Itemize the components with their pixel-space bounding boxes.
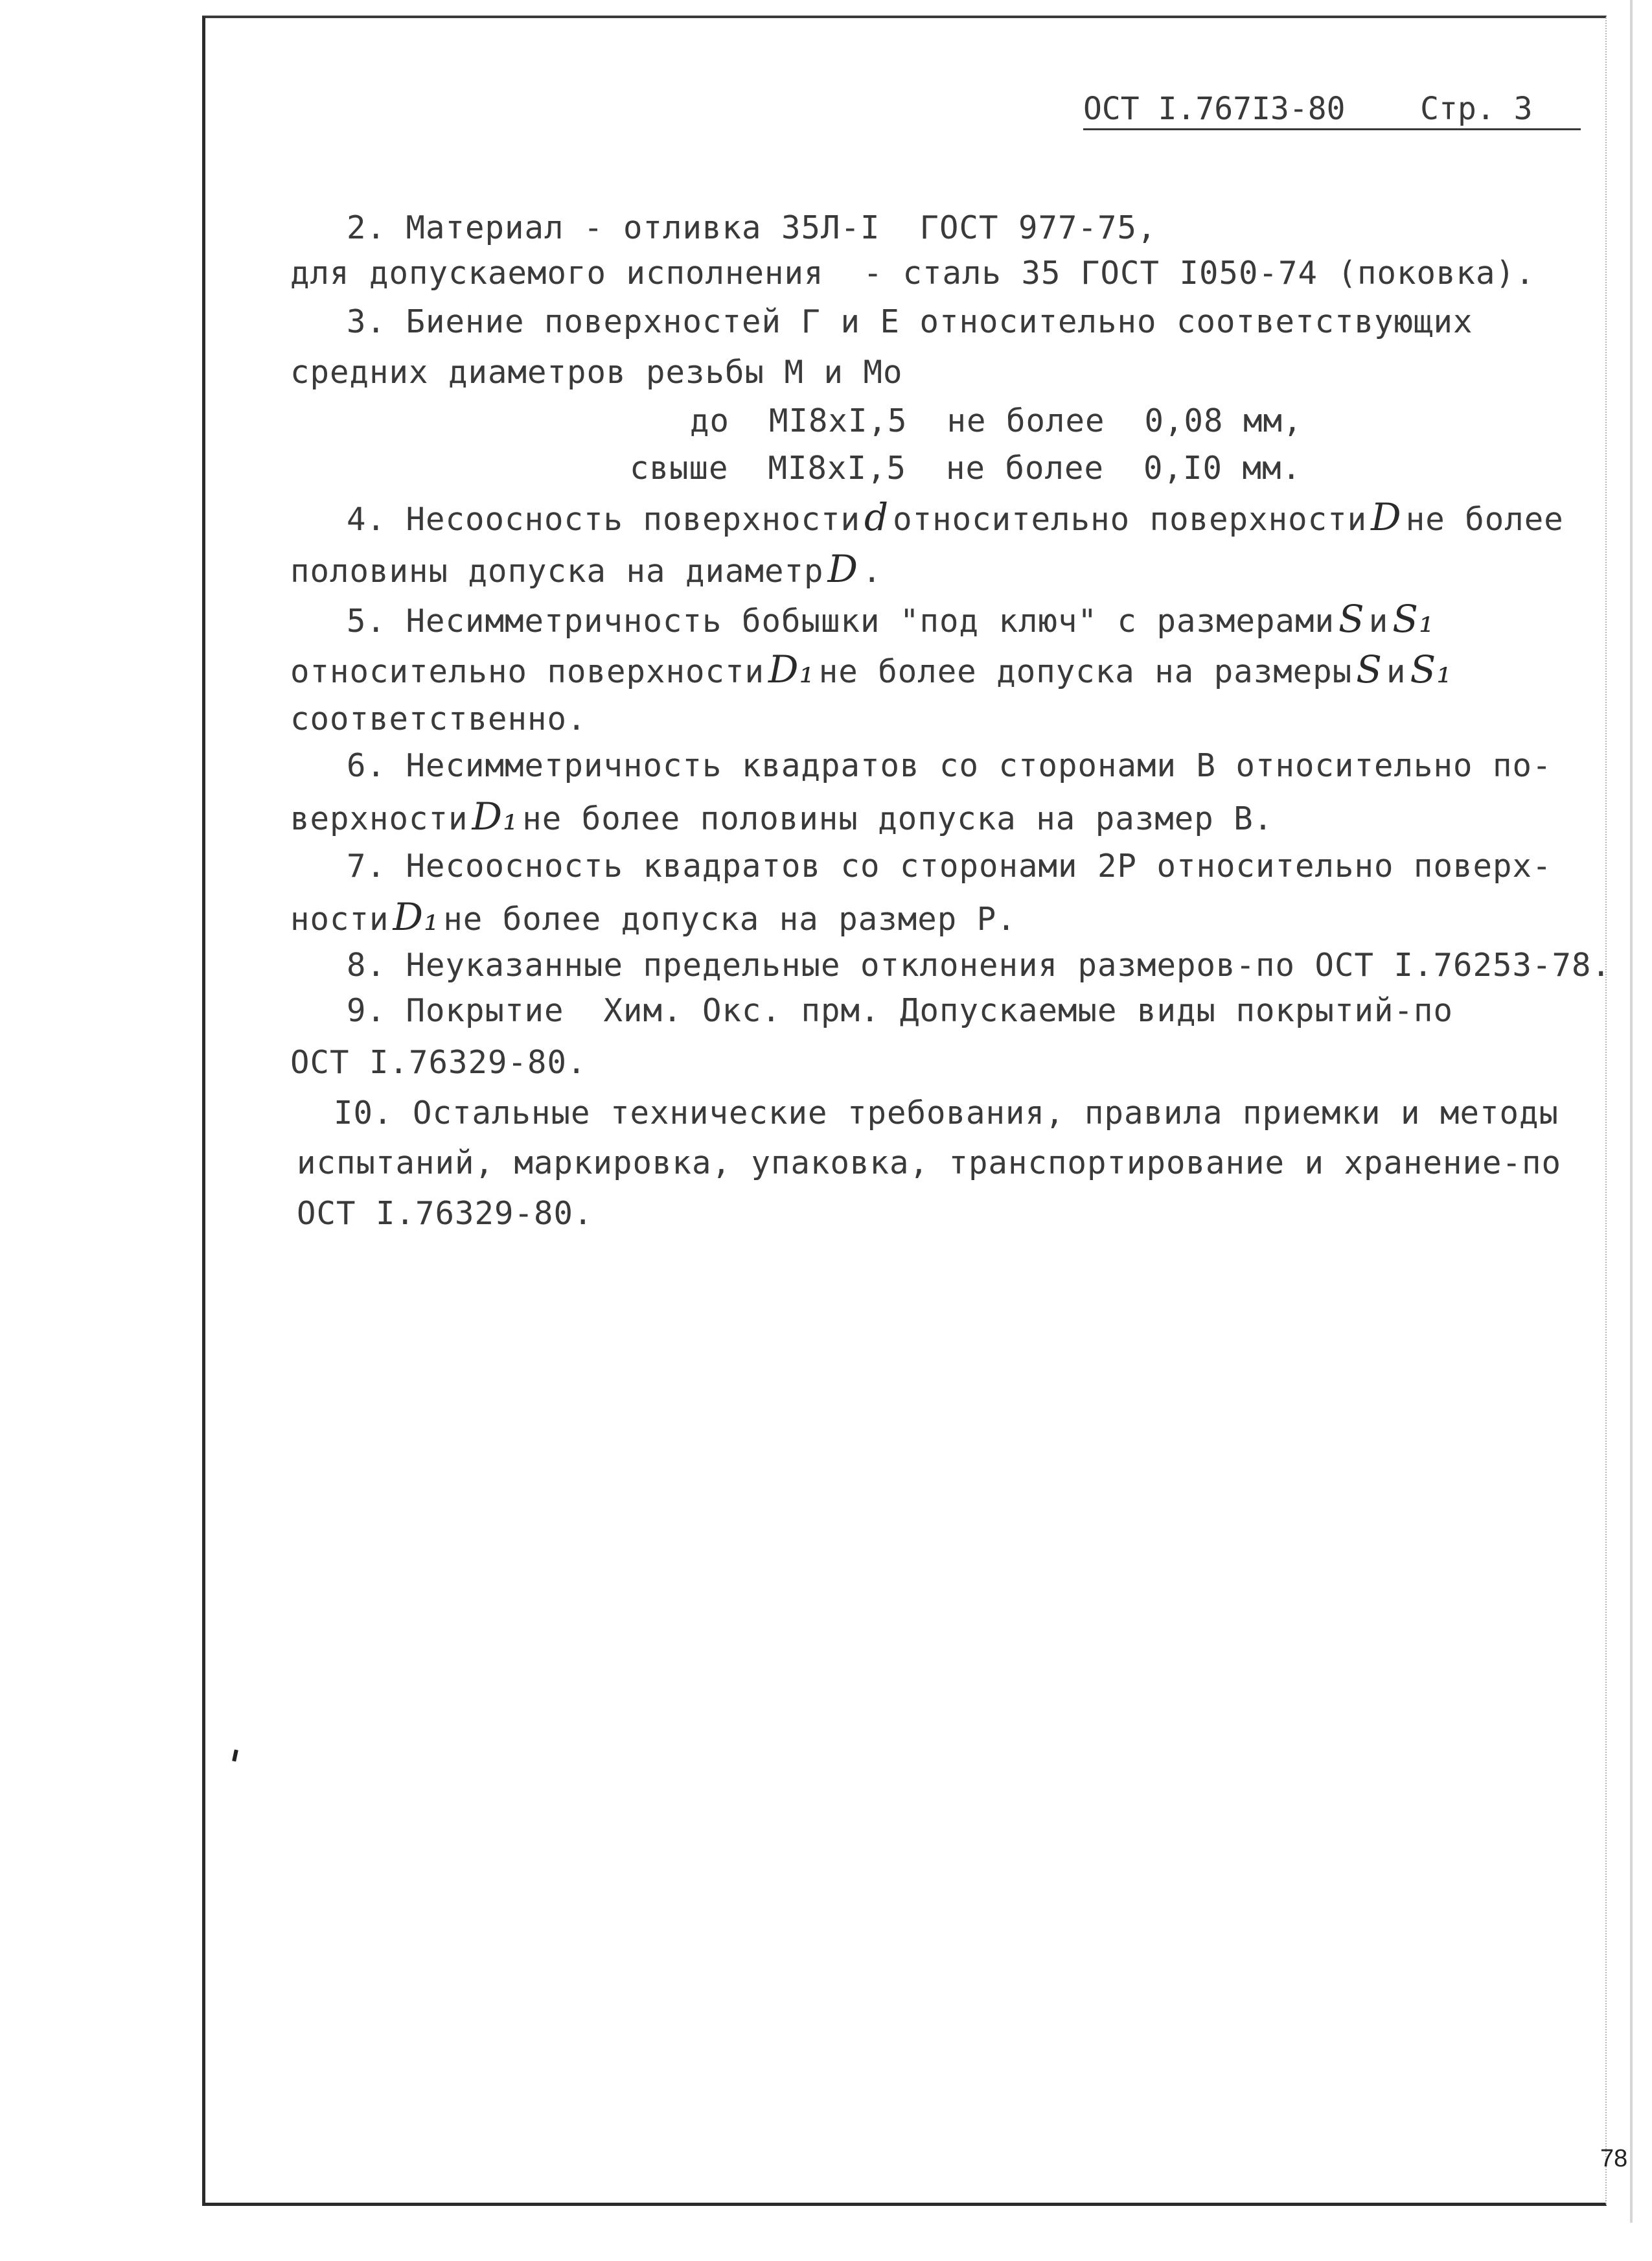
item-3-line-3: до MI8xI,5 не более 0,08 мм, xyxy=(690,402,1303,439)
item-8-line-1: 8. Неуказанные предельные отклонения размеров-по ОСТ I.76253-78. xyxy=(347,947,1612,984)
document-header xyxy=(1083,91,1581,130)
item-4-line-2: половины допуска на диаметр D . xyxy=(290,547,882,591)
hw-S: S xyxy=(1356,647,1383,691)
hw-D1: D₁ xyxy=(768,647,815,691)
item-6-line-1: 6. Несимметричность квадратов со сторонами В относительно по- xyxy=(347,747,1552,784)
item-2-line-1: 2. Материал - отливка 35Л-I ГОСТ 977-75, xyxy=(347,209,1157,246)
hw-S1: S₁ xyxy=(1410,647,1452,691)
item-10-line-1: I0. Остальные технические требования, правила приемки и методы xyxy=(334,1095,1559,1131)
item-5-line-2: относительно поверхности D₁ не более допуска на размеры S и S₁ xyxy=(290,647,1452,691)
item-3-line-1: 3. Биение поверхностей Г и Е относительно соответствующих xyxy=(347,303,1473,340)
page-edge xyxy=(1630,0,1633,2223)
item-6-line-2: верхности D₁ не более половины допуска на размер В. xyxy=(290,794,1274,839)
item-7-line-2: ности D₁ не более допуска на размер Р. xyxy=(290,895,1016,939)
item-5-line-3: соответственно. xyxy=(290,701,587,737)
page-label: Стр. 3 xyxy=(1420,91,1533,127)
hw-S1: S₁ xyxy=(1392,597,1435,641)
hw-D1: D₁ xyxy=(393,895,440,939)
hw-D: D xyxy=(1371,495,1402,539)
item-3-line-2: средних диаметров резьбы М и Мо xyxy=(290,354,903,391)
hw-S: S xyxy=(1338,597,1365,641)
item-10-line-2: испытаний, маркировка, упаковка, транспортирование и хранение-по xyxy=(297,1144,1562,1181)
page-number: 78 xyxy=(1600,2145,1628,2172)
item-9-line-2: ОСТ I.76329-80. xyxy=(290,1044,587,1081)
hw-D: D xyxy=(827,547,859,591)
hw-d: d xyxy=(864,495,889,539)
item-2-line-2: для допускаемого исполнения - сталь 35 ГОСТ I050-74 (поковка). xyxy=(290,255,1535,292)
doc-number: ОСТ I.767I3-80 xyxy=(1083,91,1346,127)
item-5-line-1: 5. Несимметричность бобышки "под ключ" с размерами S и S₁ xyxy=(347,597,1435,641)
item-9-line-1: 9. Покрытие Хим. Окс. прм. Допускаемые виды покрытий-по xyxy=(347,992,1454,1029)
item-3-line-4: свыше MI8xI,5 не более 0,I0 мм. xyxy=(630,450,1302,487)
item-10-line-3: ОСТ I.76329-80. xyxy=(297,1195,593,1232)
item-7-line-1: 7. Несоосность квадратов со сторонами 2Р относительно поверх- xyxy=(347,848,1552,885)
item-4-line-1: 4. Несоосность поверхности d относительно поверхности D не более xyxy=(347,495,1564,539)
hw-D1: D₁ xyxy=(472,794,519,839)
